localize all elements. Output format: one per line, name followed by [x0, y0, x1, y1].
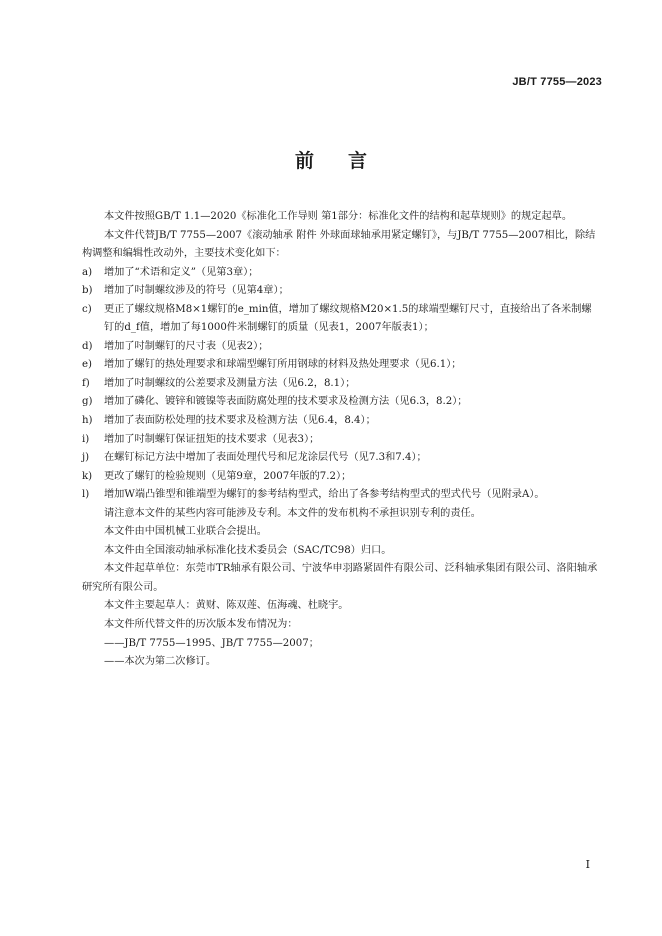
- history-item: ——JB/T 7755—1995、JB/T 7755—2007；: [104, 637, 319, 649]
- page-number: I: [585, 858, 590, 871]
- list-item: h) 增加了表面防松处理的技术要求及检测方法（见6.4，8.4）；: [82, 415, 376, 427]
- list-item: a) 增加了“术语和定义”（见第3章）；: [82, 266, 259, 278]
- title-char-1: 前: [294, 150, 314, 172]
- closing-paragraph: 请注意本文件的某些内容可能涉及专利。本文件的发布机构不承担识别专利的责任。: [104, 507, 481, 519]
- intro-paragraph: 本文件按照GB/T 1.1—2020《标准化工作导则 第1部分：标准化文件的结构和起草规则》的规定起草。: [104, 211, 573, 222]
- page-title: [0, 146, 662, 173]
- list-item: e) 增加了螺钉的热处理要求和球端型螺钉所用钢球的材料及热处理要求（见6.1）；: [82, 359, 462, 371]
- title-char-2: 言: [348, 150, 368, 172]
- list-item: f) 增加了吋制螺纹的公差要求及测量方法（见6.2，8.1）；: [82, 377, 356, 389]
- changes-list: [82, 264, 600, 505]
- closing-paragraph: 本文件所代替文件的历次版本发布情况为：: [104, 619, 298, 631]
- list-item: i) 增加了吋制螺钉保证扭矩的技术要求（见表3）；: [82, 433, 320, 445]
- history-item: ——本次为第二次修订。: [104, 656, 217, 668]
- list-item: c) 更正了螺纹规格M8×1螺钉的e_min值，增加了螺纹规格M20×1.5的球端型螺钉尺寸，直接给出了各米制螺钉的d_f值，增加了每1000件米制螺钉的质量（见表1，2007年版表1）；: [82, 303, 592, 334]
- foreword-body: [82, 208, 600, 672]
- list-item: b) 增加了吋制螺纹涉及的符号（见第4章）；: [82, 285, 289, 297]
- list-item: l) 增加W端凸锥型和锥端型为螺钉的参考结构型式，给出了各参考结构型式的型式代号（见附录A）。: [82, 489, 545, 501]
- closing-paragraph: 本文件起草单位：东莞市TR轴承有限公司、宁波华申羽路紧固件有限公司、泛科轴承集团有限公司、洛阳轴承研究所有限公司。: [82, 563, 598, 593]
- closing-paragraph: 本文件由中国机械工业联合会提出。: [104, 526, 267, 538]
- closing-paragraph: 本文件由全国滚动轴承标准化技术委员会（SAC/TC98）归口。: [104, 544, 392, 556]
- intro-paragraph: 本文件代替JB/T 7755—2007《滚动轴承 附件 外球面球轴承用紧定螺钉》，与JB/T 7755—2007相比，除结构调整和编辑性改动外，主要技术变化如下：: [82, 229, 596, 260]
- list-item: j) 在螺钉标记方法中增加了表面处理代号和尼龙涂层代号（见7.3和7.4）；: [82, 452, 427, 464]
- list-item: d) 增加了吋制螺钉的尺寸表（见表2）；: [82, 340, 269, 352]
- list-item: k) 更改了螺钉的检验规则（见第9章，2007年版的7.2）；: [82, 470, 352, 482]
- closing-paragraph: 本文件主要起草人：黄财、陈双莲、伍海魂、杜晓宇。: [104, 600, 349, 612]
- standard-number: JB/T 7755—2023: [512, 76, 602, 88]
- list-item: g) 增加了磷化、镀锌和镀镍等表面防腐处理的技术要求及检测方法（见6.3，8.2）；: [82, 396, 468, 408]
